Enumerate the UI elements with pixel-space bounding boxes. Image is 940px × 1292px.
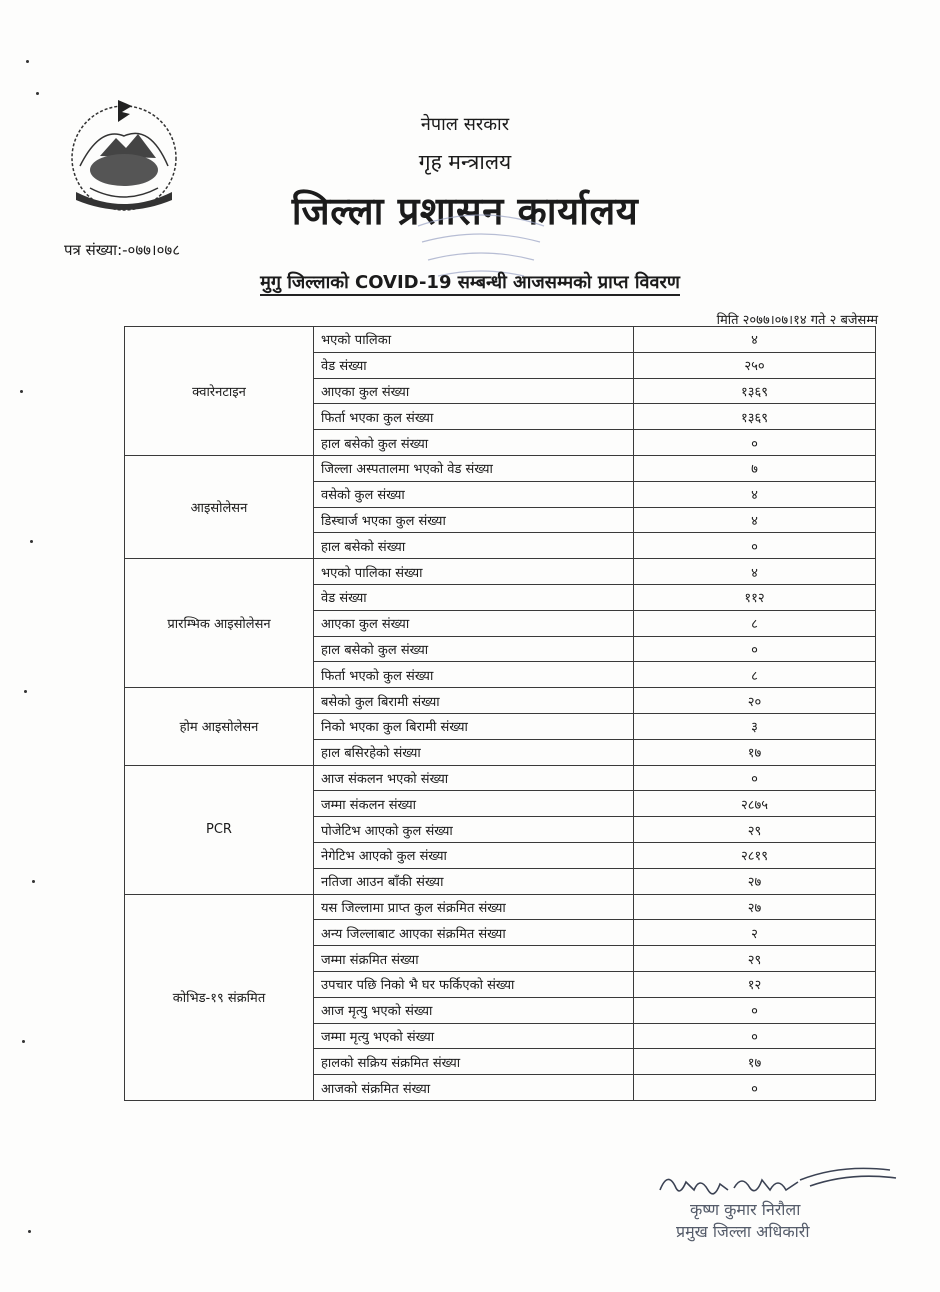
row-label: भएको पालिका <box>314 327 634 353</box>
row-label: नेगेटिभ आएको कुल संख्या <box>314 842 634 868</box>
table-row <box>125 688 876 714</box>
scan-speck <box>32 880 35 883</box>
nepal-emblem-icon <box>60 96 188 214</box>
table-row <box>125 559 876 585</box>
row-value: ८ <box>634 610 876 636</box>
row-value: २९ <box>634 817 876 843</box>
row-value: ४ <box>634 559 876 585</box>
row-value: ७ <box>634 455 876 481</box>
group-name: PCR <box>125 765 314 894</box>
row-label: आजको संक्रमित संख्या <box>314 1075 634 1101</box>
row-label: फिर्ता भएको कुल संख्या <box>314 662 634 688</box>
row-label: आज संकलन भएको संख्या <box>314 765 634 791</box>
row-label: अन्य जिल्लाबाट आएका संक्रमित संख्या <box>314 920 634 946</box>
scan-speck <box>36 92 39 95</box>
row-label: डिस्चार्ज भएका कुल संख्या <box>314 507 634 533</box>
scan-speck <box>30 540 33 543</box>
row-value: २८१९ <box>634 842 876 868</box>
row-value: १७ <box>634 1049 876 1075</box>
table-row <box>125 327 876 353</box>
row-value: २० <box>634 688 876 714</box>
scan-speck <box>24 690 27 693</box>
row-label: हालको सक्रिय संक्रमित संख्या <box>314 1049 634 1075</box>
row-label: वेड संख्या <box>314 584 634 610</box>
row-value: २७ <box>634 868 876 894</box>
row-value: ४ <box>634 481 876 507</box>
group-name: प्रारम्भिक आइसोलेसन <box>125 559 314 688</box>
row-value: ४ <box>634 507 876 533</box>
row-value: २५० <box>634 352 876 378</box>
row-label: वेड संख्या <box>314 352 634 378</box>
scan-speck <box>26 60 29 63</box>
row-label: वसेको कुल संख्या <box>314 481 634 507</box>
row-value: ११२ <box>634 584 876 610</box>
table-row <box>125 765 876 791</box>
row-value: १३६९ <box>634 404 876 430</box>
row-value: ० <box>634 1023 876 1049</box>
handwritten-signature <box>650 1160 900 1202</box>
reference-number: पत्र संख्या:-०७७।०७८ <box>64 241 181 259</box>
row-value: ० <box>634 533 876 559</box>
table-row <box>125 894 876 920</box>
date-line: मिति २०७७।०७।१४ गते २ बजेसम्म <box>716 313 878 328</box>
row-value: २ <box>634 920 876 946</box>
row-value: १७ <box>634 739 876 765</box>
group-name: कोभिड-१९ संक्रमित <box>125 894 314 1100</box>
row-value: ० <box>634 430 876 456</box>
row-value: ८ <box>634 662 876 688</box>
row-label: नतिजा आउन बाँकी संख्या <box>314 868 634 894</box>
row-label: आएका कुल संख्या <box>314 610 634 636</box>
row-label: निको भएका कुल बिरामी संख्या <box>314 713 634 739</box>
row-label: जम्मा मृत्यु भएको संख्या <box>314 1023 634 1049</box>
officer-name: कृष्ण कुमार निरौला <box>690 1200 801 1219</box>
row-value: ० <box>634 765 876 791</box>
row-label: बसेको कुल बिरामी संख्या <box>314 688 634 714</box>
row-label: जिल्ला अस्पतालमा भएको वेड संख्या <box>314 455 634 481</box>
group-name: आइसोलेसन <box>125 455 314 558</box>
row-label: जम्मा संक्रमित संख्या <box>314 946 634 972</box>
officer-title: प्रमुख जिल्ला अधिकारी <box>676 1222 810 1241</box>
row-label: हाल बसिरहेको संख्या <box>314 739 634 765</box>
row-label: हाल बसेको संख्या <box>314 533 634 559</box>
document-title: मुगु जिल्लाको COVID-19 सम्बन्धी आजसम्मको प्राप्त विवरण <box>0 270 940 294</box>
row-value: ० <box>634 1075 876 1101</box>
row-label: आएका कुल संख्या <box>314 378 634 404</box>
row-value: ० <box>634 636 876 662</box>
covid-summary-table <box>124 326 876 1101</box>
row-label: हाल बसेको कुल संख्या <box>314 636 634 662</box>
group-name: होम आइसोलेसन <box>125 688 314 765</box>
government-name: नेपाल सरकार <box>420 114 510 135</box>
row-value: ० <box>634 997 876 1023</box>
row-value: ३ <box>634 713 876 739</box>
scan-speck <box>22 1040 25 1043</box>
row-label: उपचार पछि निको भै घर फर्किएको संख्या <box>314 971 634 997</box>
row-value: १२ <box>634 971 876 997</box>
row-label: पोजेटिभ आएको कुल संख्या <box>314 817 634 843</box>
scan-speck <box>20 390 23 393</box>
row-value: २८७५ <box>634 791 876 817</box>
row-label: यस जिल्लामा प्राप्त कुल संक्रमित संख्या <box>314 894 634 920</box>
row-value: ४ <box>634 327 876 353</box>
row-label: फिर्ता भएका कुल संख्या <box>314 404 634 430</box>
row-label: जम्मा संकलन संख्या <box>314 791 634 817</box>
table-row <box>125 455 876 481</box>
row-value: २९ <box>634 946 876 972</box>
row-label: भएको पालिका संख्या <box>314 559 634 585</box>
scan-speck <box>28 1230 31 1233</box>
row-value: १३६९ <box>634 378 876 404</box>
row-value: २७ <box>634 894 876 920</box>
row-label: हाल बसेको कुल संख्या <box>314 430 634 456</box>
row-label: आज मृत्यु भएको संख्या <box>314 997 634 1023</box>
office-name: जिल्ला प्रशासन कार्यालय <box>291 189 639 233</box>
ministry-name: गृह मन्त्रालय <box>418 150 512 174</box>
group-name: क्वारेनटाइन <box>125 327 314 456</box>
